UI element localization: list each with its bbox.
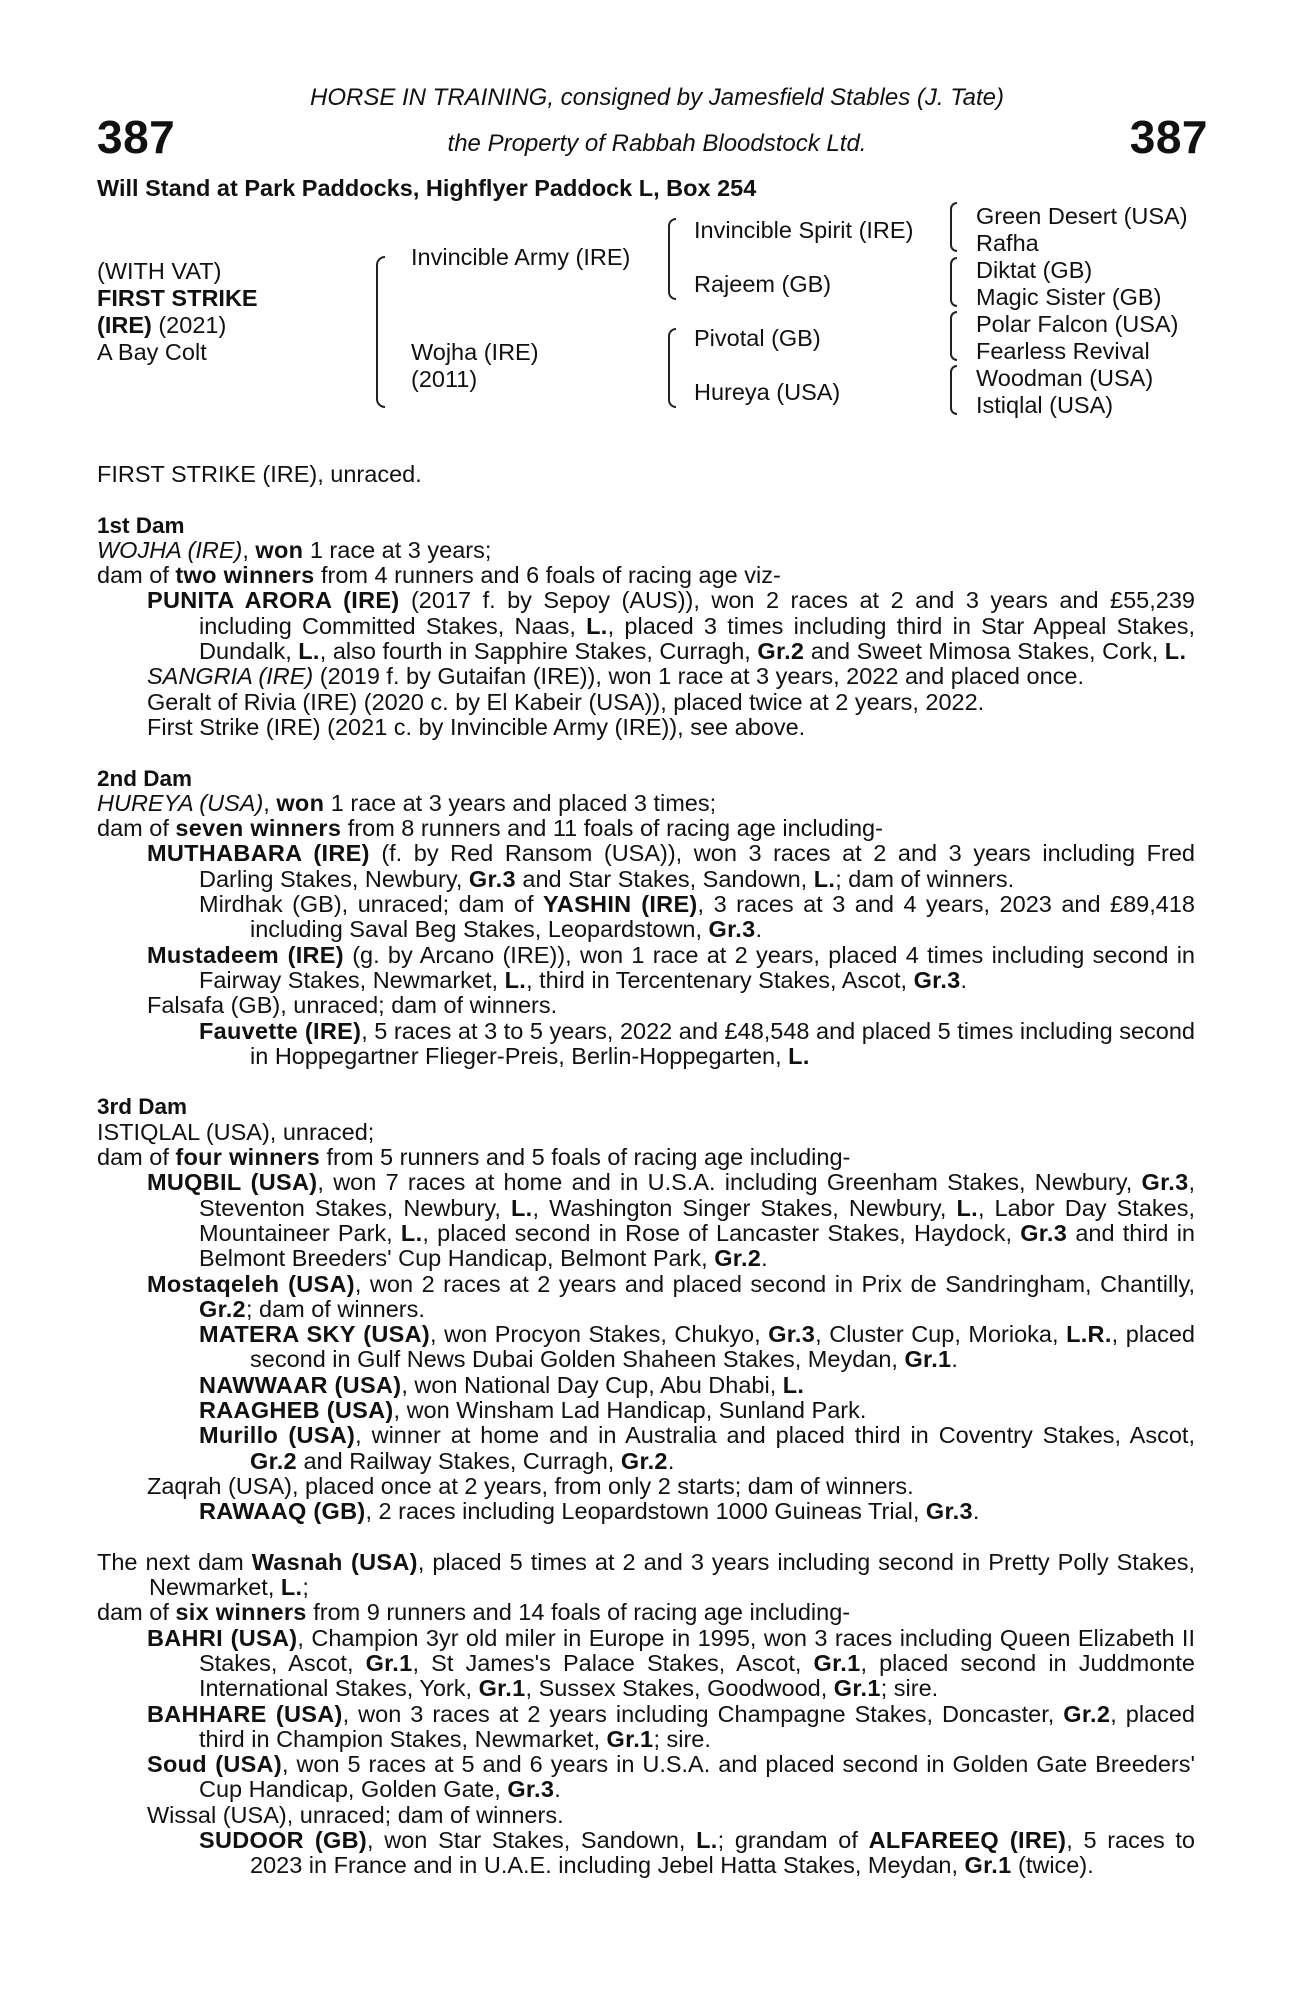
produce-entry: Mirdhak (GB), unraced; dam of YASHIN (IRE), 3 races at 3 and 4 years, 2023 and £89,418 including Saval Beg Stakes, Leopardstown, Gr.3.: [199, 891, 1195, 943]
bracket-g3-2: [950, 257, 957, 307]
gen3-name: Polar Falcon (USA): [976, 311, 1179, 337]
produce-entry: Soud (USA), won 5 races at 5 and 6 years in U.S.A. and placed second in Golden Gate Breeders' Cup Handicap, Golden Gate, Gr.3.: [147, 1751, 1195, 1803]
gen3-name: Rafha: [976, 230, 1039, 256]
sire-dam-name: Rajeem (GB): [694, 271, 832, 297]
produce-entry: BAHRI (USA), Champion 3yr old miler in Europe in 1995, won 3 races including Queen Elizabeth II Stakes, Ascot, Gr.1, St James's Palace Stakes, Ascot, Gr.1, placed second in Juddmonte International Stakes, York, Gr.1, Sussex Stakes, Goodwood, Gr.1; sire.: [147, 1624, 1195, 1702]
property-line: the Property of Rabbah Bloodstock Ltd.: [447, 130, 867, 157]
horse-name-suffix: (IRE) (2021): [97, 312, 227, 338]
produce-entry: MATERA SKY (USA), won Procyon Stakes, Chukyo, Gr.3, Cluster Cup, Morioka, L.R., placed second in Gulf News Dubai Golden Shaheen Stakes, Meydan, Gr.1.: [199, 1321, 1196, 1373]
horse-description: A Bay Colt: [97, 339, 207, 365]
bracket-g3-4: [950, 365, 957, 415]
dam2-produce-summary: dam of seven winners from 8 runners and 11 foals of racing age including-: [97, 815, 883, 842]
produce-entry: PUNITA ARORA (IRE) (2017 f. by Sepoy (AUS)), won 2 races at 2 and 3 years and £55,239 including Committed Stakes, Naas, L., placed 3 times including third in Star Appeal Stakes, Dundalk, L., also fourth in Sapphire Stakes, Curragh, Gr.2 and Sweet Mimosa Stakes, Cork, L.: [147, 587, 1195, 665]
dam3-produce-summary: dam of four winners from 5 runners and 5 foals of racing age including-: [97, 1144, 851, 1171]
stand-location: Will Stand at Park Paddocks, Highflyer Paddock L, Box 254: [97, 175, 757, 201]
gen3-name: Woodman (USA): [976, 365, 1154, 391]
produce-entry: SANGRIA (IRE) (2019 f. by Gutaifan (IRE)), won 1 race at 3 years, 2022 and placed once.: [147, 663, 1084, 690]
produce-entry: NAWWAAR (USA), won National Day Cup, Abu Dhabi, L.: [199, 1371, 805, 1398]
bracket-g3-1: [950, 202, 957, 252]
dam-sire-name: Pivotal (GB): [694, 325, 821, 351]
sire-name: Invincible Army (IRE): [411, 244, 631, 270]
dam2-heading: 2nd Dam: [97, 765, 193, 791]
bracket-g3-3: [950, 311, 957, 361]
produce-entry: Geralt of Rivia (IRE) (2020 c. by El Kabeir (USA)), placed twice at 2 years, 2022.: [147, 688, 985, 715]
gen3-name: Magic Sister (GB): [976, 284, 1162, 310]
bracket-gen1: [376, 256, 385, 408]
catalogue-body: [97, 462, 1195, 1879]
lot-number-right: 387: [1129, 111, 1208, 163]
produce-entry: Zaqrah (USA), placed once at 2 years, from only 2 starts; dam of winners.: [147, 1472, 914, 1499]
next-dam-record: The next dam Wasnah (USA), placed 5 times at 2 and 3 years including second in Pretty Polly Stakes, Newmarket, L.;: [97, 1548, 1196, 1601]
produce-entry: RAAGHEB (USA), won Winsham Lad Handicap, Sunland Park.: [199, 1396, 867, 1423]
produce-entry: Wissal (USA), unraced; dam of winners.: [147, 1801, 564, 1828]
lot-number-left: 387: [97, 111, 176, 163]
next-dam-produce-summary: dam of six winners from 9 runners and 14 foals of racing age including-: [97, 1599, 851, 1626]
dam3-heading: 3rd Dam: [97, 1094, 188, 1120]
produce-entry: Falsafa (GB), unraced; dam of winners.: [147, 992, 558, 1019]
gen3-name: Green Desert (USA): [976, 203, 1188, 229]
produce-entry: RAWAAQ (GB), 2 races including Leopardstown 1000 Guineas Trial, Gr.3.: [199, 1498, 980, 1525]
produce-entry: Mustadeem (IRE) (g. by Arcano (IRE)), won 1 race at 2 years, placed 4 times including second in Fairway Stakes, Newmarket, L., third in Tercentenary Stakes, Ascot, Gr.3.: [147, 941, 1195, 993]
dam1-produce-summary: dam of two winners from 4 runners and 6 foals of racing age viz-: [97, 562, 781, 589]
produce-entry: Mostaqeleh (USA), won 2 races at 2 years and placed second in Prix de Sandringham, Chantilly, Gr.2; dam of winners.: [147, 1270, 1195, 1322]
gen3-name: Diktat (GB): [976, 257, 1093, 283]
produce-entry: MUTHABARA (IRE) (f. by Red Ransom (USA)), won 3 races at 2 and 3 years including Fred Darling Stakes, Newbury, Gr.3 and Star Stakes, Sandown, L.; dam of winners.: [147, 840, 1195, 892]
vat-note: (WITH VAT): [97, 258, 222, 284]
dam-year: (2011): [411, 366, 478, 392]
horse-name: FIRST STRIKE: [97, 285, 258, 311]
produce-entry: BAHHARE (USA), won 3 races at 2 years including Champagne Stakes, Doncaster, Gr.2, placed third in Champion Stakes, Newmarket, Gr.1; sire.: [147, 1700, 1195, 1752]
gen3-name: Fearless Revival: [976, 338, 1150, 364]
dam2-record: HUREYA (USA), won 1 race at 3 years and placed 3 times;: [97, 789, 717, 816]
consignor-line: HORSE IN TRAINING, consigned by Jamesfield Stables (J. Tate): [309, 84, 1005, 111]
gen3-name: Istiqlal (USA): [976, 392, 1114, 418]
produce-entry: MUQBIL (USA), won 7 races at home and in U.S.A. including Greenham Stakes, Newbury, Gr.3, Steventon Stakes, Newbury, L., Washington Singer Stakes, Newbury, L., Labor Day Stakes, Mountaineer Park, L., placed second in Rose of Lancaster Stakes, Haydock, Gr.3 and third in Belmont Breeders' Cup Handicap, Belmont Park, Gr.2.: [147, 1169, 1196, 1272]
dam1-heading: 1st Dam: [97, 512, 185, 538]
sire-sire-name: Invincible Spirit (IRE): [694, 217, 914, 243]
dam-name: Wojha (IRE): [411, 339, 539, 365]
race-summary: FIRST STRIKE (IRE), unraced.: [97, 461, 422, 487]
dam-dam-name: Hureya (USA): [694, 379, 841, 405]
bracket-dam: [668, 328, 676, 408]
dam1-record: WOJHA (IRE), won 1 race at 3 years;: [97, 536, 492, 563]
produce-entry: Murillo (USA), winner at home and in Australia and placed third in Coventry Stakes, Ascot, Gr.2 and Railway Stakes, Curragh, Gr.2.: [199, 1422, 1195, 1474]
produce-entry: SUDOOR (GB), won Star Stakes, Sandown, L.; grandam of ALFAREEQ (IRE), 5 races to 2023 in France and in U.A.E. including Jebel Hatta Stakes, Meydan, Gr.1 (twice).: [199, 1827, 1195, 1879]
produce-entry: First Strike (IRE) (2021 c. by Invincible Army (IRE)), see above.: [147, 713, 806, 740]
produce-entry: Fauvette (IRE), 5 races at 3 to 5 years, 2022 and £48,548 and placed 5 times including second in Hoppegartner Flieger-Preis, Berlin-Hoppegarten, L.: [199, 1017, 1195, 1069]
bracket-sire: [668, 218, 676, 300]
dam3-record: ISTIQLAL (USA), unraced;: [97, 1118, 375, 1145]
